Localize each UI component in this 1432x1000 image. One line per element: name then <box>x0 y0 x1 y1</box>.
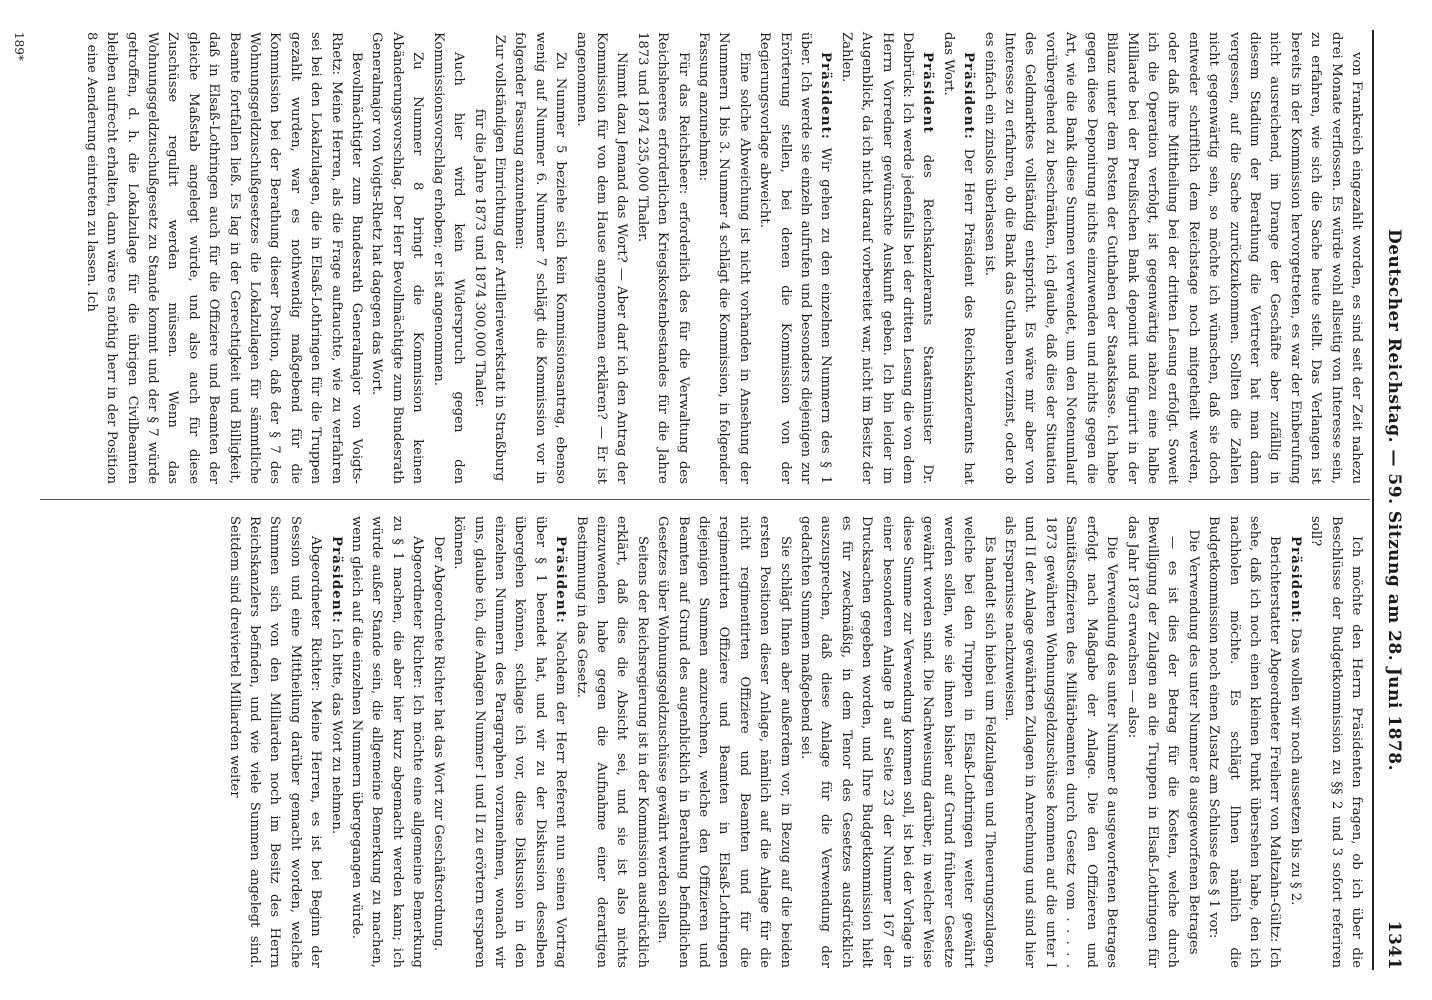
footer-number: 189* <box>12 32 26 61</box>
paragraph <box>223 516 325 968</box>
paragraph-text: Abgeordneter Richter: Meine Herren, es ist bei Beginn der Session und eine Mittheilung darüber gemacht worden, welche Summen sich von den Milliarden noch im Besitz des Herrn Reichskanzlers befinden, und wie viele Summen angelegt sind. Seitdem sind dreiviertel Milliarden weiter <box>226 516 324 968</box>
paragraph-text: des Reichskanzleramts Staatsminister Dr. Delbrück: Ich werde jedenfalls bei der dritten Lesung die von dem Herrn Vorredner gewünschte Auskunft geben. Ich bin leider im Augenblick, da ich nicht darauf vorbereitet war, nicht im Besitz der Zahlen. <box>838 32 936 485</box>
speaker-name: Präsident: <box>328 536 344 625</box>
paragraph-text: von Frankreich eingezahlt worden, es sind seit der Zeit nahezu drei Monate verflossen. Es würde wohl allseitig von Interesse sein, zu erfahren, wie sich die Sache heute stellt. Das Verlangen ist bereits in der Kommission hervorgetreten, es war der Einberufung nicht ausreichend, im Drange der Geschäfte aber zufällig in diesem Stadium der Berathung die Vertreter hat man dann vergessen, auf die Sache zurückzukommen. Sollten die Zahlen nicht gegenwärtig sein, so möchte ich wünschen, daß sie doch entweder schriftlich dem Reichstage noch mitgetheilt werden, oder daß ihre Mittheilung bei der dritten Lesung erfolgt. Soweit ich die Operation verfolgt, ist gegenwärtig nahezu eine halbe Milliarde bei der Preußischen Bank deponirt und figurirt in der Bilanz unter dem Posten der Guthaben der Staatskasse. Ich habe gegen diese Deponirung nichts einzuwenden und nichts gegen die Art, wie die Bank diese Summen verwendet, um den Notenumlauf vorübergehend zu beschränken, ich glaube, daß dies der Situation des Geldmarktes vollständig entspricht. Es wäre mir aber von Interesse zu erfahren, ob die Bank das Guthaben verzinst, oder ob es einfach ein zinslos überlassen ist. <box>981 32 1364 484</box>
column-divider <box>40 499 1370 500</box>
paragraph <box>978 32 1366 484</box>
paragraph-text: Für das Reichsheer: erforderlich des für die Verwaltung des Reichsheeres erforderlichen Kriegskostenbestandes für die Jahre 1873 und 1874 235,000 Thaler. <box>634 32 691 484</box>
paragraph <box>693 32 754 484</box>
paragraph-text: Wir gehen zu den einzelnen Nummern des § 1 über. Ich werde sie einzeln aufrufen und besonders diejenigen zur Erörterung stellen, bei denen die Kommission von der Regierungsvorlage abweicht. <box>757 32 834 484</box>
paragraph <box>570 516 652 968</box>
paragraph <box>835 32 937 484</box>
page-header <box>1378 30 1404 970</box>
paragraph <box>652 516 795 968</box>
paragraph-text: Sie schlägt Ihnen aber außerdem vor, in Bezug auf die beiden ersten Positionen dieser Anlage, nämlich auf die Anlage für die nicht regimentirten Offiziere und Beamten und für die regimentirten Offiziere und Beamten in Elsaß-Lothringen diejenigen Summen anzurechnen, welche den Offizieren und Beamten auf Grund des augenblicklich in Berathung befindlichen Gesetzes über Wohnungsgeldzuschüsse gewährt werden sollen. <box>655 516 793 968</box>
paragraph-text: Ich bitte, das Wort zu nehmen. <box>328 624 344 835</box>
paragraph <box>631 32 692 484</box>
speaker-name: Präsident: <box>961 52 977 141</box>
paragraph-text: Seitens der Reichsregierung ist in der Kommission ausdrücklich erklärt, daß dies die Absicht sei, und sie ist also nichts einzuwenden habe gegen die Aufnahme einer derartigen Bestimmung in das Gesetz. <box>573 516 650 968</box>
paragraph-text: — es ist dies der Betrag für die Kosten, welche durch Bewilligung der Zulagen an die Truppen in Elsaß-Lothringen für das Jahr 1873 erwachsen — also: <box>1124 516 1181 968</box>
paragraph-text: Es handelt sich hiebei um Feldzulagen und Theuerungszulagen, welche bei den Truppen in Elsaß-Lothringen weiter gewährt werden sollen, wie sie ihnen bisher auf Grund früherer Gesetze gewährt worden sind. Die Nachweisung darüber, in welcher Weise diese Summe zur Verwendung kommen soll, ist bei der Vorlage in einer besonderen Anlage B auf Seite 23 der Nummer 167 der Drucksachen gegeben worden, und Ihre Budgetkommission hielt es für zweckmäßig, in dem Tenor des Gesetzes ausdrücklich auszusprechen, daß diese Anlage für die Verwendung der gedachten Summen maßgebend sei. <box>798 516 997 968</box>
paragraph-text: Nachdem der Herr Referent nun seinen Vortrag über § 1 beendet hat, und wir zu der Diskussion desselben übergehen können, schlage ich vor, diese Diskussion in den einzelnen Nummern des Paragraphen vorzunehmen, wonach wir uns, glaube ich, die Anlagen Nummer I und II zu erörtern ersparen können. <box>451 516 569 968</box>
paragraph-text: Bevollmächtigter zum Bundesrath Generalmajor von Voigts-Rhetz: Meine Herren, als die Frage auftauchte, wie zu verfahren sei bei den Lokalzulagen, die in Elsaß-Lothringen für die Truppen gezahlt wurden, war es nothwendig maßgebend für die Kommission bei der Berathung dieser Position, daß der § 7 des Wohnungsgeldzuschußgesetzes die Lokalzulagen für sämmtliche Beamte fortfallen ließ. Es lag in der Gerechtigkeit und Billigkeit, daß in Elsaß-Lothringen auch für die Offiziere und Beamten der gleiche Maßstab angelegt würde, und also auch für diese Zuschüsse regulirt werden müssen. Wenn das Wohnungsgeldzuschußgesetz zu Stande kommt und der § 7 würde getroffen, d. h. die Lokalzulage für die übrigen Civilbeamten bleiben aufrecht erhalten, dann wäre es nöthig herr in der Position 8 eine Aenderung eintreten zu lassen. Ich <box>83 32 365 484</box>
page-number: 1341 <box>1384 920 1404 970</box>
paragraph-text: Zur vollständigen Einrichtung der Artilleriewerkstatt in Straßburg für die Jahre 1873 und 1874 300,000 Thaler. <box>471 34 507 482</box>
paragraph <box>754 32 836 484</box>
paragraph-text: Die Verwendung des unter Nummer 8 ausgeworfenen Betrages erfolgt nach Maßgabe der Anlage. Die den Offizieren und Sanitätsoffizieren des Militärbeamten durch Gesetz vom . . . . . 1873 gewährten Wohnungsgeldzuschüsse kommen auf die unter I und II der Anlage gewährten Zulagen in Anrechnung und sind hier als Ersparnisse nachzuweisen. <box>1002 516 1120 968</box>
paragraph <box>325 516 345 968</box>
paragraph-text: Ich möchte den Herrn Präsidenten fragen, ob ich über die Beschlüsse der Budgetkommission zu §§ 2 und 3 sofort referiren soll? <box>1308 516 1364 968</box>
paragraph <box>427 32 468 484</box>
paragraph-text: Das wollen wir noch aussetzen bis zu § 2. <box>1287 624 1303 906</box>
paragraph-text: Zu Nummer 8 bringt die Kommission keinen Abänderungsvorschlag. Der Herr Bevollmächtigte zum Bundesrath Generalmajor von Voigts-Rhetz hat dagegen das Wort. <box>369 32 426 484</box>
paragraph <box>1121 516 1182 968</box>
paragraph <box>468 32 509 484</box>
paragraph-text: Zu Nummer 5 beziehe sich kein Kommissionsantrag, ebenso wenig auf Nummer 6. Nummer 7 schlägt die Kommission vor in folgender Fassung anzunehmen: <box>512 32 569 484</box>
paragraph-text: Auch hier wird kein Widerspruch gegen den Kommissionsvorschlag erhoben; er ist angenommen. <box>430 32 467 484</box>
paragraph-text: Berichterstatter Abgeordneter Freiherr von Maltzahn-Gültz: Ich sehe, daß ich noch einen kleinen Punkt übersehen habe, den ich nachholen möchte. Es schlägt Ihnen nämlich die Budgetkommission noch einen Zusatz am Schlusse des § 1 vor: <box>1206 516 1283 968</box>
paragraph-text: Der Herr Präsident des Reichskanzleramts hat das Wort. <box>940 32 977 484</box>
speaker-name: Präsident: <box>1287 536 1303 625</box>
paragraph <box>427 516 447 968</box>
speaker-name: Präsident: <box>818 52 834 141</box>
speaker-name: Präsident <box>920 52 936 134</box>
paragraph <box>1305 516 1366 968</box>
paragraph-text: Eine solche Abweichung ist nicht vorhanden in Ansehung der Nummern 1 bis 3. Nummer 4 schlägt die Kommission, in folgender Fassung anzunehmen: <box>696 32 752 484</box>
paragraph <box>346 516 428 968</box>
header-rule <box>1372 30 1374 970</box>
paragraph <box>448 516 570 968</box>
paragraph <box>366 32 427 484</box>
paragraph <box>570 32 631 484</box>
paragraph-text: Abgeordneter Richter: Ich möchte eine allgemeine Bemerkung zu § 1 machen, die aber hier kurz abgemacht werden kann; ich würde außer Stande sein, die allgemeine Bemerkung zu machen, wenn gleich auf die einzelnen Nummern übergegangen würde. <box>349 516 426 968</box>
paragraph <box>1284 516 1304 968</box>
paragraph <box>1203 516 1285 968</box>
right-column <box>223 516 1366 968</box>
paragraph <box>80 32 366 484</box>
paragraph <box>509 32 570 484</box>
paragraph <box>1182 516 1202 968</box>
paragraph-text: Die Verwendung des unter Nummer 8 ausgeworfenen Betrages <box>1185 529 1201 955</box>
page-title: Deutscher Reichstag. — 59. Sitzung am 28. Juni 1878. <box>1384 229 1404 771</box>
paragraph-text: Der Abgeordnete Richter hat das Wort zur Geschäftsordnung. <box>430 536 446 952</box>
paragraph <box>999 516 1121 968</box>
paragraph <box>795 516 999 968</box>
speaker-name: Präsident: <box>553 536 569 625</box>
left-column <box>80 32 1366 484</box>
paragraph <box>937 32 978 484</box>
paragraph-text: Nimmt dazu Jemand das Wort? — Aber darf ich den Antrag der Kommission für von dem Hause angenommen erklären? — Er ist angenommen. <box>573 32 630 484</box>
